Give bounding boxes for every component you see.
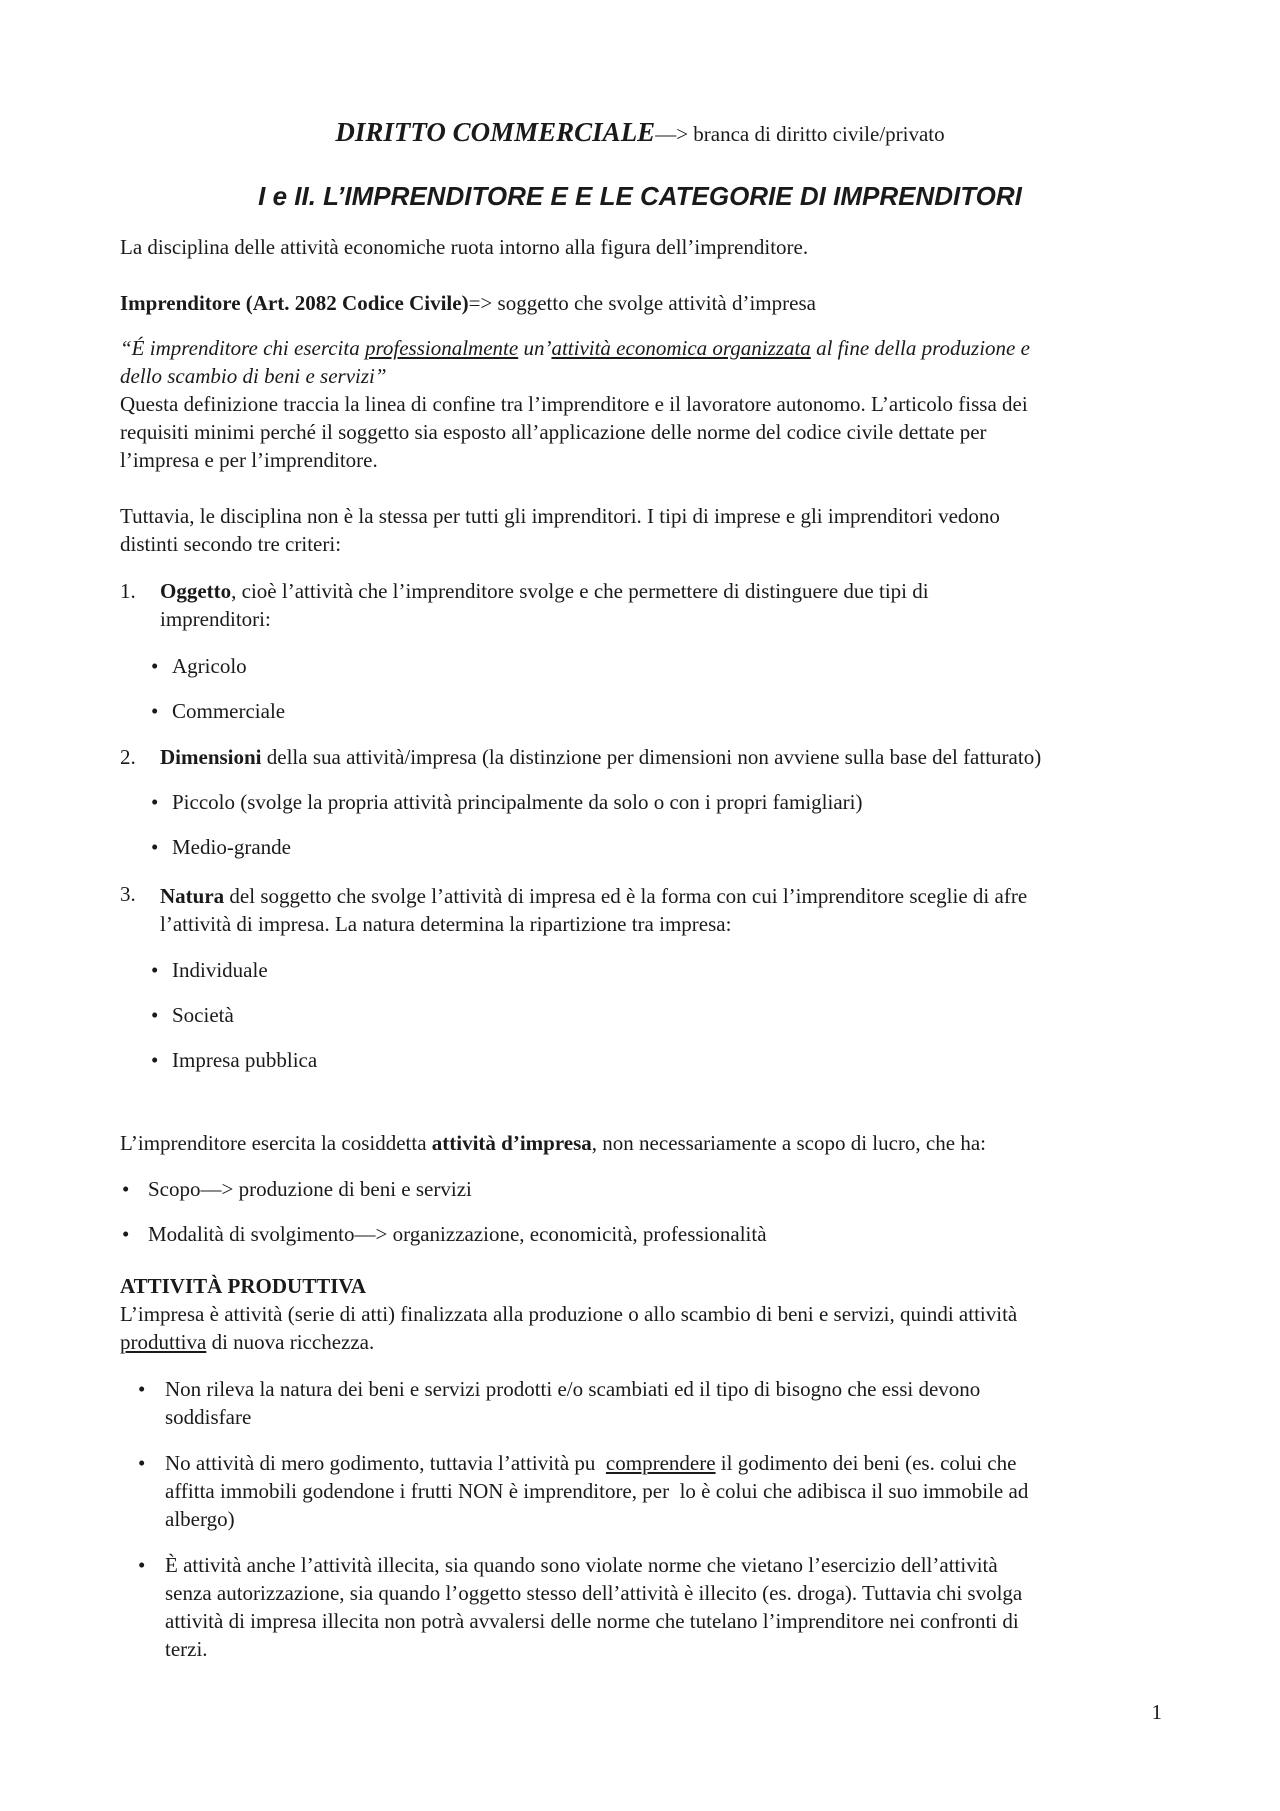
chapter-title: I e II. L’IMPRENDITORE E E LE CATEGORIE DI IMPRENDITORI	[258, 181, 1022, 211]
quote-part: “É imprenditore chi esercita	[120, 336, 365, 360]
definition-line	[120, 289, 1170, 317]
bullet-dot: •	[151, 790, 159, 814]
quote-underlined-attivita: attività economica organizzata	[551, 336, 811, 360]
criterion-oggetto	[160, 577, 1170, 605]
productive-line	[120, 1328, 1170, 1356]
list-item: Società	[172, 1003, 234, 1027]
list-item: Modalità di svolgimento—> organizzazione, economicità, professionalità	[148, 1222, 767, 1246]
list-item: Scopo—> produzione di beni e servizi	[148, 1177, 472, 1201]
productive-text: No attività di mero godimento, tuttavia l’attività pu	[165, 1451, 606, 1475]
page-number: 1	[1151, 1700, 1162, 1724]
criterion-term: Oggetto	[160, 579, 232, 603]
productive-bullet-line: terzi.	[165, 1637, 208, 1661]
criterion-term: Natura	[160, 884, 225, 908]
productive-line: L’impresa è attività (serie di atti) finalizzata alla produzione o allo scambio di beni e servizi, quindi attività	[120, 1302, 1018, 1326]
criterion-natura	[160, 882, 1170, 910]
para2-line: distinti secondo tre criteri:	[120, 532, 342, 556]
intro-paragraph: La disciplina delle attività economiche ruota intorno alla figura dell’imprenditore.	[120, 235, 809, 259]
criterion-text-cont: imprenditori:	[160, 607, 271, 631]
quote-line-2: dello scambio di beni e servizi”	[120, 364, 387, 388]
criterion-term: Dimensioni	[160, 745, 262, 769]
bullet-dot: •	[122, 1177, 130, 1201]
bullet-dot: •	[138, 1377, 146, 1401]
productive-bullet-line	[165, 1449, 1215, 1477]
document-title	[0, 118, 1280, 148]
activity-term: attività d’impresa	[431, 1131, 592, 1155]
productive-bullet-line: albergo)	[165, 1507, 235, 1531]
list-item: Medio-grande	[172, 835, 291, 859]
productive-text: di nuova ricchezza.	[206, 1330, 375, 1354]
list-number: 3.	[120, 882, 136, 906]
list-item: Individuale	[172, 958, 268, 982]
bullet-dot: •	[151, 958, 159, 982]
criterion-dimensioni	[160, 743, 1170, 771]
underlined-produttiva: produttiva	[120, 1330, 207, 1354]
quote-underlined-professionalmente: professionalmente	[364, 336, 519, 360]
bullet-dot: •	[151, 654, 159, 678]
list-item: Commerciale	[172, 699, 286, 723]
bullet-dot: •	[151, 835, 159, 859]
productive-text: il godimento dei beni (es. colui che	[715, 1451, 1017, 1475]
bullet-dot: •	[151, 1048, 159, 1072]
criterion-text: , cioè l’attività che l’imprenditore svolge e che permettere di distinguere due tipi di	[231, 579, 929, 603]
productive-bullet-line: affitta immobili godendone i frutti NON è imprenditore, per lo è colui che adibisca il suo immobile ad	[165, 1479, 1029, 1503]
section-heading: ATTIVITÀ PRODUTTIVA	[120, 1274, 367, 1298]
productive-bullet-line: Non rileva la natura dei beni e servizi prodotti e/o scambiati ed il tipo di bisogno che essi devono	[165, 1377, 981, 1401]
bullet-dot: •	[151, 1003, 159, 1027]
title-main: DIRITTO COMMERCIALE	[335, 117, 656, 147]
bullet-dot: •	[138, 1553, 146, 1577]
para2-line: Tuttavia, le disciplina non è la stessa per tutti gli imprenditori. I tipi di imprese e gli imprenditori vedono	[120, 504, 1000, 528]
list-number: 1.	[120, 579, 136, 603]
productive-bullet-line: soddisfare	[165, 1405, 252, 1429]
para1-line: Questa definizione traccia la linea di confine tra l’imprenditore e il lavoratore autonomo. L’articolo fissa dei	[120, 392, 1028, 416]
para1-line: requisiti minimi perché il soggetto sia esposto all’applicazione delle norme del codice civile dettate per	[120, 420, 987, 444]
bullet-dot: •	[138, 1451, 146, 1475]
list-item: Impresa pubblica	[172, 1048, 318, 1072]
list-number: 2.	[120, 745, 136, 769]
quote-part: al fine della produzione e	[810, 336, 1030, 360]
list-item: Agricolo	[172, 654, 247, 678]
title-subtitle: —> branca di diritto civile/privato	[655, 122, 945, 146]
bullet-dot: •	[122, 1222, 130, 1246]
criterion-text: del soggetto che svolge l’attività di impresa ed è la forma con cui l’imprenditore sceglie di afre	[224, 884, 1028, 908]
underlined-comprendere: comprendere	[605, 1451, 716, 1475]
criterion-text: della sua attività/impresa (la distinzione per dimensioni non avviene sulla base del fatturato)	[261, 745, 1042, 769]
quote-line-1	[120, 334, 1170, 362]
productive-bullet-line: attività di impresa illecita non potrà avvalersi delle norme che tutelano l’imprenditore nei confronti di	[165, 1609, 1019, 1633]
bullet-dot: •	[151, 699, 159, 723]
activity-text: L’imprenditore esercita la cosiddetta	[120, 1131, 432, 1155]
criterion-text-cont: l’attività di impresa. La natura determina la ripartizione tra impresa:	[160, 912, 732, 936]
list-item: Piccolo (svolge la propria attività principalmente da solo o con i propri famigliari)	[172, 790, 863, 814]
productive-bullet-line: È attività anche l’attività illecita, sia quando sono violate norme che vietano l’esercizio dell’attività	[165, 1553, 998, 1577]
quote-part: un’	[518, 336, 552, 360]
para1-line: l’impresa e per l’imprenditore.	[120, 448, 378, 472]
activity-paragraph	[120, 1129, 1170, 1157]
definition-text: => soggetto che svolge attività d’impresa	[468, 291, 816, 315]
definition-term: Imprenditore (Art. 2082 Codice Civile)	[120, 291, 469, 315]
activity-text: , non necessariamente a scopo di lucro, che ha:	[591, 1131, 986, 1155]
productive-bullet-line: senza autorizzazione, sia quando l’oggetto stesso dell’attività è illecito (es. droga). Tuttavia chi svolga	[165, 1581, 1023, 1605]
